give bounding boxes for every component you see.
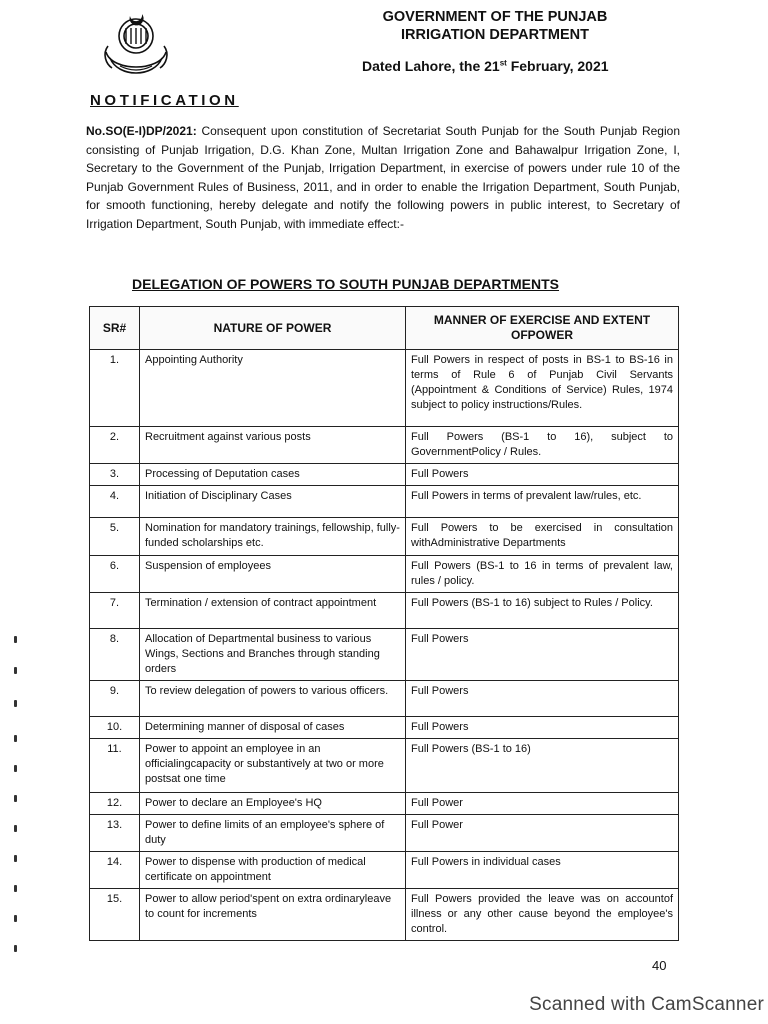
row-manner: Full Powers in respect of posts in BS-1 to BS-16 in terms of Rule 6 of Punjab Civil Servants (Appointment & Conditions of Service) Rules, 1974 subject to policy instructions/Rules. [406, 350, 679, 427]
government-title: GOVERNMENT OF THE PUNJAB [382, 9, 608, 25]
row-power: Nomination for mandatory trainings, fellowship, fully-funded scholarships etc. [140, 518, 406, 556]
punjab-seal-logo [96, 6, 176, 86]
scan-speck [14, 795, 17, 802]
header-sr: SR# [90, 307, 140, 350]
row-sr: 11. [90, 739, 140, 793]
table-row [90, 427, 679, 464]
table-row [90, 889, 679, 941]
row-power: Power to allow period'spent on extra ordinaryleave to count for increments [140, 889, 406, 941]
row-power: To review delegation of powers to various officers. [140, 681, 406, 717]
row-sr: 13. [90, 815, 140, 852]
row-manner: Full Powers [406, 681, 679, 717]
table-row [90, 486, 679, 518]
row-power: Appointing Authority [140, 350, 406, 427]
row-power: Allocation of Departmental business to various Wings, Sections and Branches through standing orders [140, 629, 406, 681]
row-power: Power to define limits of an employee's sphere of duty [140, 815, 406, 852]
row-manner: Full Powers [406, 717, 679, 739]
scan-speck [14, 915, 17, 922]
notification-body [86, 122, 680, 234]
row-sr: 9. [90, 681, 140, 717]
header-nature-of-power: NATURE OF POWER [140, 307, 406, 350]
table-row [90, 593, 679, 629]
scan-speck [14, 825, 17, 832]
scan-speck [14, 667, 17, 674]
row-sr: 10. [90, 717, 140, 739]
delegation-table [89, 306, 679, 941]
header-manner-of-exercise: MANNER OF EXERCISE AND EXTENT OFPOWER [406, 307, 679, 350]
row-power: Initiation of Disciplinary Cases [140, 486, 406, 518]
row-power: Power to dispense with production of medical certificate on appointment [140, 852, 406, 889]
department-title: IRRIGATION DEPARTMENT [401, 27, 589, 43]
date-line: Dated Lahore, the 21st February, 2021 [362, 58, 609, 74]
row-sr: 8. [90, 629, 140, 681]
row-power: Recruitment against various posts [140, 427, 406, 464]
row-manner: Full Powers (BS-1 to 16), subject to GovernmentPolicy / Rules. [406, 427, 679, 464]
row-power: Power to declare an Employee's HQ [140, 793, 406, 815]
table-row [90, 629, 679, 681]
row-sr: 6. [90, 556, 140, 593]
row-power: Processing of Deputation cases [140, 464, 406, 486]
row-power: Determining manner of disposal of cases [140, 717, 406, 739]
scanner-watermark: Scanned with CamScanner [529, 994, 764, 1015]
row-manner: Full Powers in individual cases [406, 852, 679, 889]
row-sr: 3. [90, 464, 140, 486]
row-manner: Full Powers [406, 629, 679, 681]
notification-heading: NOTIFICATION [90, 92, 239, 109]
row-sr: 7. [90, 593, 140, 629]
table-row [90, 717, 679, 739]
table-row [90, 681, 679, 717]
scan-speck [14, 700, 17, 707]
row-manner: Full Powers provided the leave was on accountof illness or any other cause beyond the employee's control. [406, 889, 679, 941]
scan-speck [14, 855, 17, 862]
row-manner: Full Powers [406, 464, 679, 486]
page-number: 40 [652, 958, 667, 973]
row-sr: 5. [90, 518, 140, 556]
scan-speck [14, 735, 17, 742]
row-sr: 1. [90, 350, 140, 427]
table-row [90, 815, 679, 852]
notification-text: Consequent upon constitution of Secretariat South Punjab for the South Punjab Region consisting of Punjab Irrigation, D.G. Khan Zone, Multan Irrigation Zone and Bahawalpur Irrigation Zone, I, Secretary to the Government of the Punjab, Irrigation Department, in exercise of powers under rule 10 of the Punjab Government Rules of Business, 2011, and in order to enable the Irrigation Department, South Punjab, for smooth functioning, hereby delegate and notify the following powers in public interest, to Secretary of Irrigation Department, South Punjab, with immediate effect:- [86, 124, 680, 231]
table-row [90, 739, 679, 793]
table-header-row [90, 307, 679, 350]
row-power: Termination / extension of contract appointment [140, 593, 406, 629]
table-row [90, 793, 679, 815]
scan-speck [14, 945, 17, 952]
section-title: DELEGATION OF POWERS TO SOUTH PUNJAB DEPARTMENTS [132, 276, 560, 292]
row-manner: Full Power [406, 793, 679, 815]
row-sr: 12. [90, 793, 140, 815]
row-sr: 4. [90, 486, 140, 518]
row-manner: Full Powers (BS-1 to 16 in terms of prevalent law, rules / policy. [406, 556, 679, 593]
table-row [90, 556, 679, 593]
row-power: Suspension of employees [140, 556, 406, 593]
scan-speck [14, 885, 17, 892]
row-manner: Full Powers (BS-1 to 16) subject to Rules / Policy. [406, 593, 679, 629]
row-sr: 14. [90, 852, 140, 889]
scan-speck [14, 636, 17, 643]
table-row [90, 350, 679, 427]
row-manner: Full Powers in terms of prevalent law/rules, etc. [406, 486, 679, 518]
row-manner: Full Powers (BS-1 to 16) [406, 739, 679, 793]
row-manner: Full Power [406, 815, 679, 852]
scan-speck [14, 765, 17, 772]
table-row [90, 464, 679, 486]
row-power: Power to appoint an employee in an officialingcapacity or substantively at two or more postsat one time [140, 739, 406, 793]
notification-number: No.SO(E-I)DP/2021: [86, 124, 197, 138]
table-row [90, 518, 679, 556]
row-sr: 2. [90, 427, 140, 464]
table-row [90, 852, 679, 889]
row-manner: Full Powers to be exercised in consultation withAdministrative Departments [406, 518, 679, 556]
row-sr: 15. [90, 889, 140, 941]
